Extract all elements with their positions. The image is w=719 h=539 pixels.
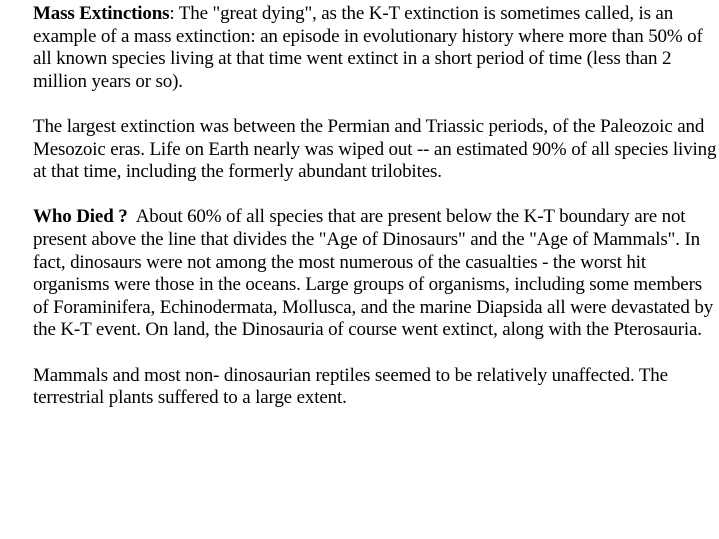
paragraph-survivors <box>33 365 717 410</box>
paragraph-text: : The "great dying", as the K-T extinction is sometimes called, is an example of a mass extinction: an episode in evolutionary history where more than 50% of all known species living at that time went extinct in a short period of time (less than 2 million years or so). <box>33 3 703 92</box>
term-mass-extinctions: Mass Extinctions <box>33 3 170 24</box>
paragraph-text: About 60% of all species that are present below the K-T boundary are not present above the line that divides the "Age of Dinosaurs" and the "Age of Mammals". In fact, dinosaurs were not among the most numerous of the casualties - the worst hit organisms were those in the oceans. Large groups of organisms, including some members of Foraminifera, Echinodermata, Mollusca, and the marine Diapsida all were devastated by the K-T event. On land, the Dinosauria of course went extinct, along with the Pterosauria. <box>33 206 718 341</box>
term-who-died: Who Died ? <box>33 206 128 228</box>
paragraph-who-died <box>33 206 717 342</box>
paragraph-text: Mammals and most non- dinosaurian reptiles seemed to be relatively unaffected. The terrestrial plants suffered to a large extent. <box>33 364 668 409</box>
document-body <box>33 3 717 410</box>
paragraph-text: The largest extinction was between the Permian and Triassic periods, of the Paleozoic and Mesozoic eras. Life on Earth nearly was wiped out -- an estimated 90% of all species living at that time, including the formerly abundant trilobites. <box>33 115 717 183</box>
paragraph-mass-extinctions <box>33 3 717 93</box>
paragraph-largest-extinction <box>33 116 717 184</box>
